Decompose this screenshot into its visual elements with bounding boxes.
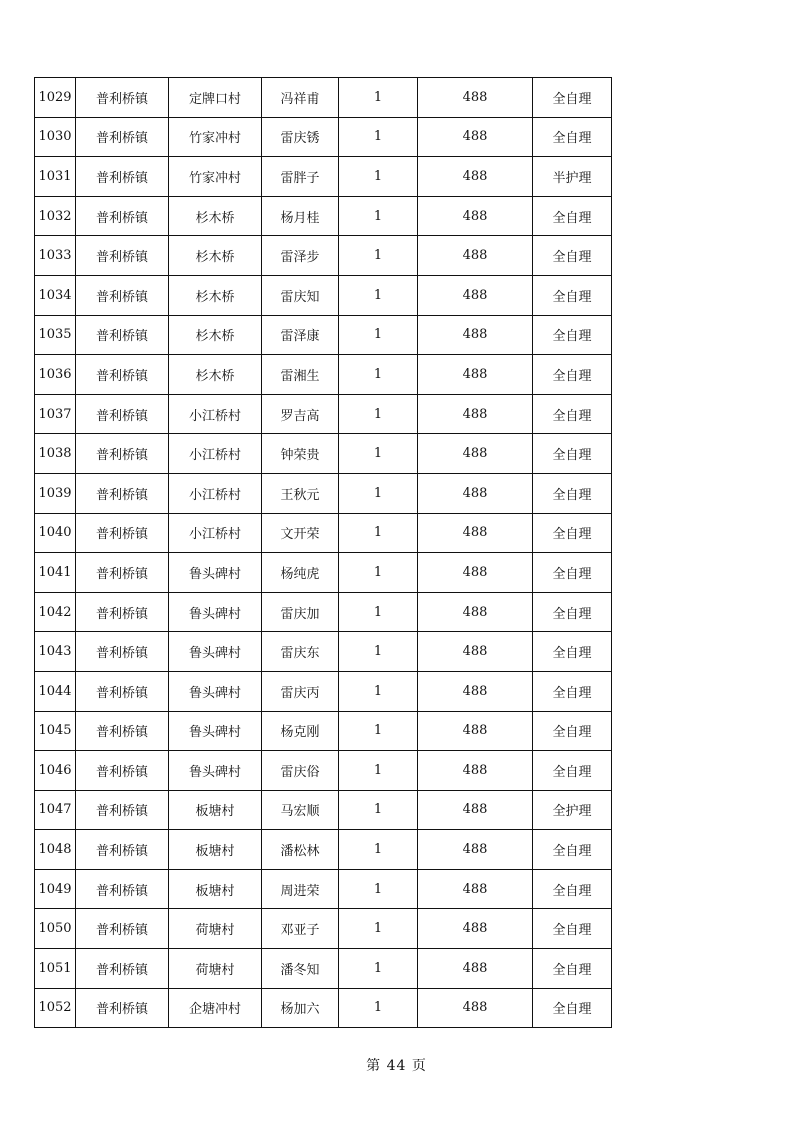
- record-id-cell: 1030: [35, 117, 76, 157]
- table-row: [35, 315, 612, 355]
- table-row: [35, 751, 612, 791]
- town-cell: 普利桥镇: [76, 751, 169, 791]
- name-cell: 潘松林: [262, 830, 339, 870]
- town-cell: 普利桥镇: [76, 236, 169, 276]
- record-id-cell: 1042: [35, 592, 76, 632]
- record-id-cell: 1043: [35, 632, 76, 672]
- table-row: [35, 830, 612, 870]
- village-cell: 竹家冲村: [169, 117, 262, 157]
- record-id-cell: 1039: [35, 473, 76, 513]
- name-cell: 雷庆锈: [262, 117, 339, 157]
- count-cell: 1: [339, 394, 418, 434]
- care-level-cell: 全自理: [533, 909, 612, 949]
- care-level-cell: 全自理: [533, 751, 612, 791]
- records-table: [34, 77, 612, 1028]
- table-row: [35, 513, 612, 553]
- count-cell: 1: [339, 869, 418, 909]
- village-cell: 鲁头碑村: [169, 592, 262, 632]
- record-id-cell: 1052: [35, 988, 76, 1028]
- village-cell: 竹家冲村: [169, 157, 262, 197]
- care-level-cell: 全自理: [533, 196, 612, 236]
- table-row: [35, 869, 612, 909]
- care-level-cell: 全自理: [533, 869, 612, 909]
- village-cell: 定牌口村: [169, 78, 262, 118]
- record-id-cell: 1049: [35, 869, 76, 909]
- amount-cell: 488: [418, 355, 533, 395]
- count-cell: 1: [339, 751, 418, 791]
- table-row: [35, 988, 612, 1028]
- record-id-cell: 1032: [35, 196, 76, 236]
- village-cell: 小江桥村: [169, 513, 262, 553]
- town-cell: 普利桥镇: [76, 473, 169, 513]
- amount-cell: 488: [418, 434, 533, 474]
- record-id-cell: 1045: [35, 711, 76, 751]
- village-cell: 鲁头碑村: [169, 632, 262, 672]
- amount-cell: 488: [418, 632, 533, 672]
- amount-cell: 488: [418, 315, 533, 355]
- table-row: [35, 196, 612, 236]
- table-row: [35, 434, 612, 474]
- town-cell: 普利桥镇: [76, 988, 169, 1028]
- care-level-cell: 半护理: [533, 157, 612, 197]
- care-level-cell: 全自理: [533, 473, 612, 513]
- amount-cell: 488: [418, 949, 533, 989]
- name-cell: 邓亚子: [262, 909, 339, 949]
- name-cell: 雷庆丙: [262, 671, 339, 711]
- name-cell: 冯祥甫: [262, 78, 339, 118]
- care-level-cell: 全自理: [533, 315, 612, 355]
- record-id-cell: 1037: [35, 394, 76, 434]
- count-cell: 1: [339, 592, 418, 632]
- town-cell: 普利桥镇: [76, 592, 169, 632]
- name-cell: 钟荣贵: [262, 434, 339, 474]
- table-row: [35, 473, 612, 513]
- record-id-cell: 1044: [35, 671, 76, 711]
- table-row: [35, 553, 612, 593]
- table-row: [35, 236, 612, 276]
- town-cell: 普利桥镇: [76, 157, 169, 197]
- name-cell: 杨克刚: [262, 711, 339, 751]
- town-cell: 普利桥镇: [76, 632, 169, 672]
- name-cell: 潘冬知: [262, 949, 339, 989]
- town-cell: 普利桥镇: [76, 711, 169, 751]
- name-cell: 杨月桂: [262, 196, 339, 236]
- village-cell: 荷塘村: [169, 909, 262, 949]
- count-cell: 1: [339, 315, 418, 355]
- care-level-cell: 全自理: [533, 830, 612, 870]
- amount-cell: 488: [418, 117, 533, 157]
- record-id-cell: 1041: [35, 553, 76, 593]
- table-row: [35, 394, 612, 434]
- amount-cell: 488: [418, 790, 533, 830]
- record-id-cell: 1050: [35, 909, 76, 949]
- care-level-cell: 全自理: [533, 553, 612, 593]
- name-cell: 杨纯虎: [262, 553, 339, 593]
- care-level-cell: 全自理: [533, 592, 612, 632]
- name-cell: 雷庆加: [262, 592, 339, 632]
- record-id-cell: 1048: [35, 830, 76, 870]
- record-id-cell: 1035: [35, 315, 76, 355]
- care-level-cell: 全自理: [533, 988, 612, 1028]
- village-cell: 杉木桥: [169, 196, 262, 236]
- page-number: 44: [386, 1058, 407, 1074]
- town-cell: 普利桥镇: [76, 671, 169, 711]
- table-row: [35, 671, 612, 711]
- record-id-cell: 1046: [35, 751, 76, 791]
- count-cell: 1: [339, 473, 418, 513]
- name-cell: 杨加六: [262, 988, 339, 1028]
- village-cell: 小江桥村: [169, 434, 262, 474]
- care-level-cell: 全自理: [533, 671, 612, 711]
- count-cell: 1: [339, 711, 418, 751]
- record-id-cell: 1040: [35, 513, 76, 553]
- table-row: [35, 117, 612, 157]
- name-cell: 周进荣: [262, 869, 339, 909]
- count-cell: 1: [339, 632, 418, 672]
- count-cell: 1: [339, 949, 418, 989]
- records-table-body: [35, 78, 612, 1028]
- record-id-cell: 1038: [35, 434, 76, 474]
- amount-cell: 488: [418, 275, 533, 315]
- count-cell: 1: [339, 434, 418, 474]
- amount-cell: 488: [418, 78, 533, 118]
- village-cell: 荷塘村: [169, 949, 262, 989]
- village-cell: 鲁头碑村: [169, 711, 262, 751]
- page-label-suffix: 页: [411, 1058, 427, 1074]
- record-id-cell: 1034: [35, 275, 76, 315]
- town-cell: 普利桥镇: [76, 117, 169, 157]
- amount-cell: 488: [418, 196, 533, 236]
- town-cell: 普利桥镇: [76, 78, 169, 118]
- name-cell: 雷胖子: [262, 157, 339, 197]
- amount-cell: 488: [418, 869, 533, 909]
- count-cell: 1: [339, 236, 418, 276]
- table-row: [35, 275, 612, 315]
- amount-cell: 488: [418, 711, 533, 751]
- amount-cell: 488: [418, 553, 533, 593]
- town-cell: 普利桥镇: [76, 830, 169, 870]
- table-row: [35, 949, 612, 989]
- amount-cell: 488: [418, 513, 533, 553]
- care-level-cell: 全自理: [533, 355, 612, 395]
- table-row: [35, 592, 612, 632]
- town-cell: 普利桥镇: [76, 355, 169, 395]
- village-cell: 板塘村: [169, 869, 262, 909]
- village-cell: 杉木桥: [169, 355, 262, 395]
- care-level-cell: 全自理: [533, 117, 612, 157]
- record-id-cell: 1033: [35, 236, 76, 276]
- village-cell: 鲁头碑村: [169, 553, 262, 593]
- name-cell: 罗吉高: [262, 394, 339, 434]
- count-cell: 1: [339, 355, 418, 395]
- town-cell: 普利桥镇: [76, 196, 169, 236]
- table-row: [35, 909, 612, 949]
- care-level-cell: 全自理: [533, 394, 612, 434]
- care-level-cell: 全自理: [533, 711, 612, 751]
- amount-cell: 488: [418, 592, 533, 632]
- record-id-cell: 1051: [35, 949, 76, 989]
- count-cell: 1: [339, 553, 418, 593]
- amount-cell: 488: [418, 988, 533, 1028]
- town-cell: 普利桥镇: [76, 434, 169, 474]
- table-row: [35, 790, 612, 830]
- amount-cell: 488: [418, 909, 533, 949]
- count-cell: 1: [339, 988, 418, 1028]
- town-cell: 普利桥镇: [76, 869, 169, 909]
- care-level-cell: 全自理: [533, 78, 612, 118]
- count-cell: 1: [339, 513, 418, 553]
- amount-cell: 488: [418, 751, 533, 791]
- town-cell: 普利桥镇: [76, 394, 169, 434]
- name-cell: 文开荣: [262, 513, 339, 553]
- count-cell: 1: [339, 275, 418, 315]
- page-label-prefix: 第: [366, 1058, 382, 1074]
- village-cell: 鲁头碑村: [169, 671, 262, 711]
- town-cell: 普利桥镇: [76, 909, 169, 949]
- name-cell: 雷泽康: [262, 315, 339, 355]
- record-id-cell: 1029: [35, 78, 76, 118]
- amount-cell: 488: [418, 671, 533, 711]
- table-row: [35, 157, 612, 197]
- care-level-cell: 全自理: [533, 236, 612, 276]
- town-cell: 普利桥镇: [76, 790, 169, 830]
- town-cell: 普利桥镇: [76, 275, 169, 315]
- care-level-cell: 全自理: [533, 434, 612, 474]
- count-cell: 1: [339, 78, 418, 118]
- name-cell: 马宏顺: [262, 790, 339, 830]
- care-level-cell: 全自理: [533, 513, 612, 553]
- amount-cell: 488: [418, 394, 533, 434]
- page-footer: [0, 1055, 793, 1075]
- record-id-cell: 1036: [35, 355, 76, 395]
- amount-cell: 488: [418, 473, 533, 513]
- amount-cell: 488: [418, 236, 533, 276]
- table-row: [35, 355, 612, 395]
- town-cell: 普利桥镇: [76, 315, 169, 355]
- count-cell: 1: [339, 790, 418, 830]
- count-cell: 1: [339, 909, 418, 949]
- count-cell: 1: [339, 157, 418, 197]
- village-cell: 杉木桥: [169, 315, 262, 355]
- village-cell: 板塘村: [169, 790, 262, 830]
- care-level-cell: 全自理: [533, 275, 612, 315]
- count-cell: 1: [339, 117, 418, 157]
- village-cell: 杉木桥: [169, 275, 262, 315]
- count-cell: 1: [339, 196, 418, 236]
- town-cell: 普利桥镇: [76, 513, 169, 553]
- village-cell: 小江桥村: [169, 394, 262, 434]
- village-cell: 杉木桥: [169, 236, 262, 276]
- table-row: [35, 632, 612, 672]
- amount-cell: 488: [418, 830, 533, 870]
- village-cell: 小江桥村: [169, 473, 262, 513]
- village-cell: 板塘村: [169, 830, 262, 870]
- town-cell: 普利桥镇: [76, 949, 169, 989]
- amount-cell: 488: [418, 157, 533, 197]
- name-cell: 雷湘生: [262, 355, 339, 395]
- care-level-cell: 全自理: [533, 632, 612, 672]
- village-cell: 鲁头碑村: [169, 751, 262, 791]
- village-cell: 企塘冲村: [169, 988, 262, 1028]
- table-row: [35, 711, 612, 751]
- count-cell: 1: [339, 671, 418, 711]
- name-cell: 雷泽步: [262, 236, 339, 276]
- name-cell: 雷庆知: [262, 275, 339, 315]
- name-cell: 王秋元: [262, 473, 339, 513]
- table-row: [35, 78, 612, 118]
- name-cell: 雷庆东: [262, 632, 339, 672]
- town-cell: 普利桥镇: [76, 553, 169, 593]
- name-cell: 雷庆俗: [262, 751, 339, 791]
- count-cell: 1: [339, 830, 418, 870]
- care-level-cell: 全自理: [533, 949, 612, 989]
- care-level-cell: 全护理: [533, 790, 612, 830]
- record-id-cell: 1031: [35, 157, 76, 197]
- record-id-cell: 1047: [35, 790, 76, 830]
